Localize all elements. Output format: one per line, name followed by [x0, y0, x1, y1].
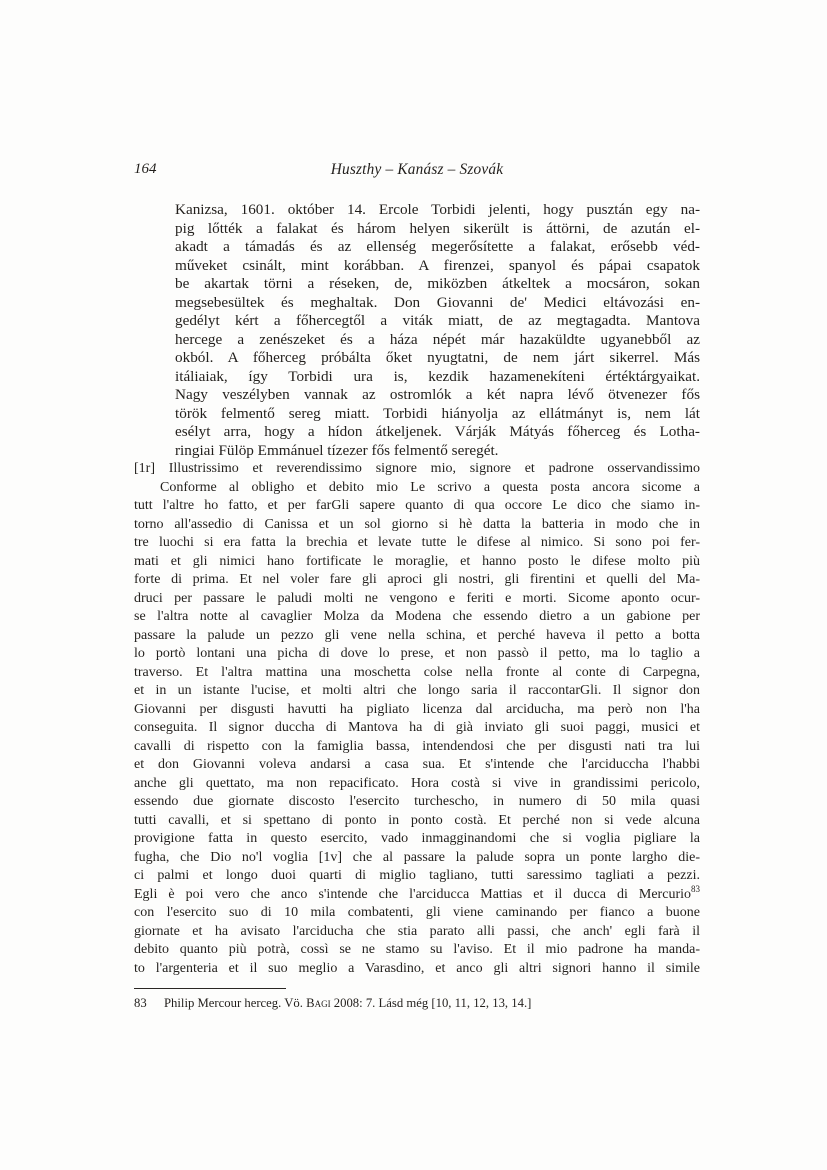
letter-paragraph [134, 479, 700, 979]
letter-line: essendo due giornate discosto l'esercito turchescho, in numero di 50 mila quasi [134, 794, 700, 809]
running-head: Huszthy – Kanász – Szovák [330, 161, 504, 178]
letter-line [134, 883, 700, 905]
summary-line: okból. A főherceg próbálta őket nyugtatni, de nem járt sikerrel. Más [175, 349, 700, 366]
footnote [134, 995, 700, 1012]
summary-line: akadt a támadás és az ellenség megerősítette a falakat, erősebb véd- [175, 238, 700, 255]
summary-line: itáliaiak, így Torbidi ura is, kezdik hazamenekíteni értéktárgyaikat. [175, 367, 700, 385]
letter-line: tre luochi si era fatta la brechia et levate tutte le difese al nimico. Si sono poi fer- [134, 535, 700, 550]
footnote-separator [134, 988, 286, 989]
letter-line: conseguita. Il signor duccha di Mantova ha di già inviato gli suoi paggi, musici et [134, 720, 700, 735]
summary-line: török felmentő sereg miatt. Torbidi hiányolja az ellátmányt is, nem lát [175, 404, 700, 422]
summary-paragraph [134, 201, 700, 460]
summary-line: esélyt arra, hogy a hídon átkeljenek. Várják Mátyás főherceg és Lotha- [175, 423, 700, 440]
letter-line: anche gli quettato, ma non repacificato. Hora costà si vive in grandissimi pericolo, [134, 775, 700, 791]
letter-line: druci per passare le paludi molti ne vengono e feriti e morti. Sicome aponto ocur- [134, 590, 700, 606]
summary-line: be akartak törni a réseken, de, miközben átkeltek a mocsáron, sokan [175, 275, 700, 292]
letter-line: fugha, che Dio no'l voglia [1v] che al passare la palude sopra un ponte largho die- [134, 849, 700, 865]
page-header [134, 160, 700, 179]
letter-line: forte di prima. Et nel voler fare gli aproci gli nostri, gli firentini et quelli del Ma- [134, 572, 700, 587]
letter-line: se l'altra notte al cavaglier Molza da Modena che essendo dietro a un gabione per [134, 609, 700, 624]
footnote-author-smallcaps: Bagi [306, 996, 331, 1010]
letter-line: Conforme al obligho et debito mio Le scrivo a questa posta ancora sicome a [160, 479, 700, 495]
summary-line: Nagy veszélyben vannak az ostromlók a két napra lévő ötvenezer fős [175, 386, 700, 403]
letter-line: torno all'assedio di Canissa et un sol giorno si hè datta la batteria in modo che in [134, 516, 700, 532]
letter-line: passare la palude un pezzo gli vene nella schina, et perché haveva il petto a botta [134, 627, 700, 643]
summary-line: gedélyt kért a főhercegtől a viták miatt, de az megtagadta. Mantova [175, 312, 700, 329]
text-column [134, 160, 700, 1012]
letter-line: et don Giovanni voleva andarsi a casa sua. Et s'intende che l'arciduccha l'habbi [134, 757, 700, 772]
footnote-marker: 83 [134, 996, 147, 1010]
letter-salutation [134, 460, 700, 479]
summary-line: hercege a zenészeket és a háza népét már hazaküldte ugyanebből az [175, 330, 700, 348]
letter-line: tutti cavalli, et si spettano di ponto in ponto costà. Et perché non si vede alcuna [134, 812, 700, 828]
footnote-reference: 83 [691, 883, 700, 894]
summary-line: műveket csinált, mint korábban. A firenzei, spanyol és pápai csapatok [175, 256, 700, 274]
text-line: [1r] Illustrissimo et reverendissimo signore mio, signore et padrone osservandissimo [134, 461, 700, 476]
letter-line: tutt l'altre ho fatto, et per farGli sapere quanto di qua occore Le dico che siamo in- [134, 498, 700, 513]
letter-line: et in un istante l'ucise, et molti altri che longo saria il raccontarGli. Il signor don [134, 683, 700, 698]
letter-line: ci palmi et longo duoi quarti di miglio tagliano, tutti saressimo tagliati a pezzi. [134, 868, 700, 883]
summary-line: pig lőtték a falakat és három helyen sikerült is áttörni, de azután el- [175, 219, 700, 237]
letter-line-text: Egli è poi vero che anco s'intende che l'arciducca Mattias et il ducca di Mercurio [134, 886, 691, 902]
letter-line: lo portò lontani una picha di dove lo prese, et non passò il petto, ma lo taglio a [134, 646, 700, 661]
summary-line: Kanizsa, 1601. október 14. Ercole Torbidi jelenti, hogy pusztán egy na- [175, 201, 700, 218]
letter-line: traverso. Et l'altra mattina una moschetta colse nella fronte al conte di Carpegna, [134, 664, 700, 680]
page-number: 164 [134, 161, 157, 177]
summary-line: ringiai Fülöp Emmánuel tízezer fős felmentő seregét. [175, 441, 499, 459]
letter-line: provigione fatta in questo esercito, vado inmagginandomi che si voglia pigliare la [134, 831, 700, 846]
footnote-text: Philip Mercour herceg. Vö. Bagi 2008: 7. Lásd még [10, 11, 12, 13, 14.] [164, 996, 532, 1010]
letter-line: Giovanni per disgusti havutti ha pigliato licenza dal arciducha, ma però non l'ha [134, 701, 700, 717]
letter-line: to l'argenteria et il suo meglio a Varasdino, et anco gli altri signori hanno il simile [134, 960, 700, 976]
summary-line: megsebesültek és meghaltak. Don Giovanni de' Medici eltávozási en- [175, 293, 700, 311]
letter-line: mati et gli nimici hano fortificate le moraglie, et hanno posto le difese molto più [134, 553, 700, 569]
letter-line: cavalli di rispetto con la famiglia bassa, intendendosi che per disgusti nati tra lui [134, 738, 700, 754]
letter-line: con l'esercito suo di 10 mila combatenti, gli viene caminando per fianco a buone [134, 905, 700, 920]
letter-line: debito quanto più potrà, cossì se ne stamo su l'aviso. Et il mio padrone ha manda- [134, 942, 700, 957]
letter-line: giornate et ha avisato l'arciducha che stia parato alli passi, che anch' egli farà il [134, 923, 700, 939]
